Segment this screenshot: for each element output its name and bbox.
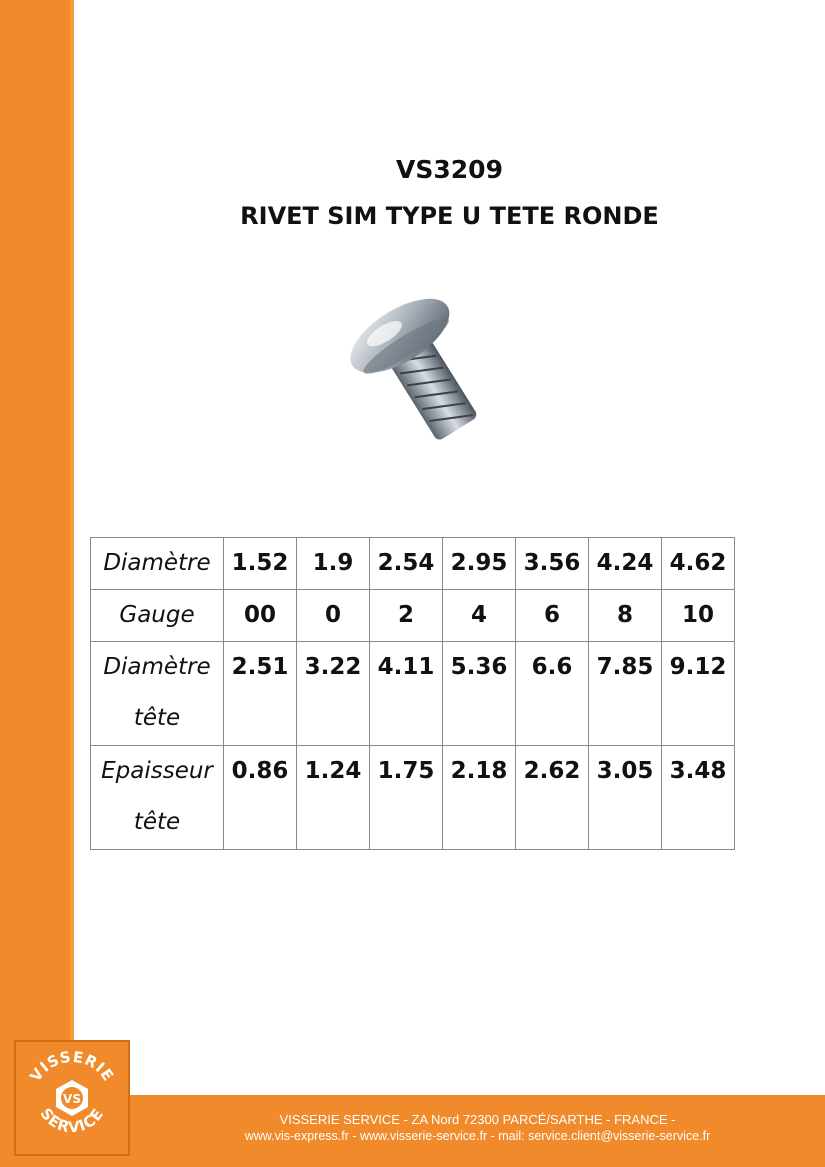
table-cell: 2.51 [224,642,297,746]
table-cell: 3.05 [589,746,662,850]
logo-emblem [16,1042,128,1154]
table-row [91,538,735,590]
table-cell: 4.62 [662,538,735,590]
row-label-gauge: Gauge [91,590,224,642]
table-cell: 2.54 [370,538,443,590]
table-cell: 4.11 [370,642,443,746]
table-cell: 2.18 [443,746,516,850]
table-cell: 3.22 [297,642,370,746]
table-cell: 6 [516,590,589,642]
rivet-image [330,288,510,448]
table-cell: 1.9 [297,538,370,590]
table-cell: 1.52 [224,538,297,590]
table-cell: 3.48 [662,746,735,850]
product-name: RIVET SIM TYPE U TETE RONDE [240,202,659,230]
row-label-diametre-tete: Diamètre tête [91,642,224,746]
table-cell: 0.86 [224,746,297,850]
row-label-diametre: Diamètre [91,538,224,590]
table-cell: 10 [662,590,735,642]
table-cell: 2.62 [516,746,589,850]
table-cell: 5.36 [443,642,516,746]
footer-address-rest: - ZA Nord 72300 PARCÉ/SARTHE - FRANCE - [399,1112,676,1127]
table-cell: 2.95 [443,538,516,590]
table-cell: 8 [589,590,662,642]
title-block [74,150,825,234]
table-cell: 2 [370,590,443,642]
specification-table [90,537,735,850]
footer-address [130,1112,825,1128]
visserie-service-logo [14,1040,130,1156]
logo-bottom-text: SERVICE [36,1104,108,1137]
rivet-illustration [330,288,510,448]
table-cell: 1.24 [297,746,370,850]
table-cell: 3.56 [516,538,589,590]
table-cell: 9.12 [662,642,735,746]
svg-text:VISSERIE [26,1048,117,1085]
table-row [91,590,735,642]
logo-top-text: VISSERIE [26,1047,118,1086]
row-label-epaisseur-tete: Epaisseur tête [91,746,224,850]
footer-contact [130,1112,825,1144]
table-cell: 4.24 [589,538,662,590]
table-row [91,746,735,850]
footer-company: VISSERIE SERVICE [279,1112,400,1127]
footer-web-links: www.vis-express.fr - www.visserie-service.fr - mail: service.client@visserie-service.fr [244,1129,711,1143]
logo-center-text: VS [63,1092,81,1106]
table-cell: 7.85 [589,642,662,746]
table-cell: 00 [224,590,297,642]
table-cell: 1.75 [370,746,443,850]
table-row [91,642,735,746]
left-orange-bar [0,0,74,1167]
table-cell: 0 [297,590,370,642]
product-reference: VS3209 [396,155,503,184]
table-cell: 4 [443,590,516,642]
table-cell: 6.6 [516,642,589,746]
